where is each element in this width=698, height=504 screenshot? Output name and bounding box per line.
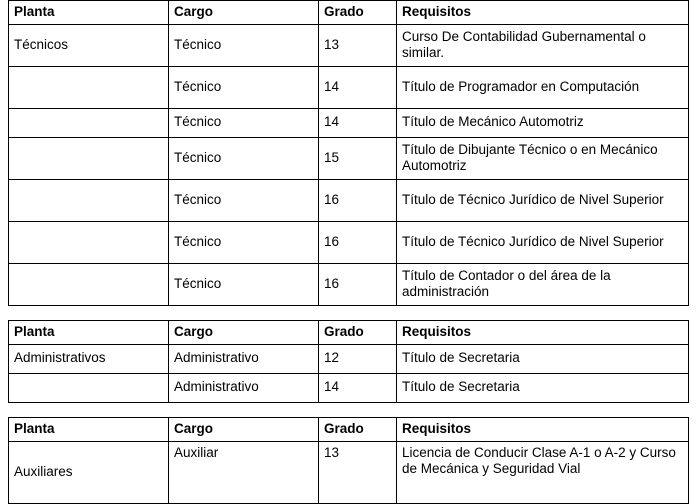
cell-requisitos: Título de Programador en Computación: [397, 66, 689, 108]
column-header-requisitos: Requisitos: [397, 417, 689, 441]
cell-planta: Auxiliares: [9, 441, 169, 503]
table-row: [9, 179, 689, 221]
table-gap-2: [0, 403, 698, 417]
cell-grado: 14: [319, 373, 397, 402]
cell-grado: 12: [319, 344, 397, 373]
cell-cargo: Técnico: [169, 137, 319, 179]
cell-requisitos: Curso De Contabilidad Gubernamental o similar.: [397, 24, 689, 66]
column-header-cargo: Cargo: [169, 417, 319, 441]
cell-grado: 16: [319, 263, 397, 305]
table-gap-1: [0, 306, 698, 320]
table-row: [9, 137, 689, 179]
table-header-row: [9, 320, 689, 344]
cell-planta: [9, 373, 169, 402]
table-row: [9, 344, 689, 373]
table-row: [9, 263, 689, 305]
column-header-requisitos: Requisitos: [397, 320, 689, 344]
cell-requisitos: Título de Mecánico Automotriz: [397, 108, 689, 137]
cell-cargo: Técnico: [169, 24, 319, 66]
cell-cargo: Técnico: [169, 66, 319, 108]
cell-planta: Técnicos: [9, 24, 169, 66]
cell-planta: [9, 137, 169, 179]
table-auxiliares: [8, 417, 689, 504]
cell-planta: [9, 179, 169, 221]
cell-planta: Administrativos: [9, 344, 169, 373]
cell-planta: [9, 108, 169, 137]
cell-planta: [9, 263, 169, 305]
column-header-planta: Planta: [9, 320, 169, 344]
table-row: [9, 221, 689, 263]
column-header-requisitos: Requisitos: [397, 1, 689, 25]
table-row: [9, 373, 689, 402]
table-row: [9, 108, 689, 137]
cell-planta: [9, 66, 169, 108]
column-header-cargo: Cargo: [169, 320, 319, 344]
cell-requisitos: Licencia de Conducir Clase A-1 o A-2 y Curso de Mecánica y Seguridad Vial: [397, 441, 689, 503]
table-administrativos: [8, 320, 689, 403]
cell-cargo: Administrativo: [169, 344, 319, 373]
cell-cargo: Técnico: [169, 108, 319, 137]
cell-requisitos: Título de Secretaria: [397, 344, 689, 373]
cell-requisitos: Título de Dibujante Técnico o en Mecánico Automotriz: [397, 137, 689, 179]
cell-grado: 13: [319, 441, 397, 503]
cell-requisitos: Título de Técnico Jurídico de Nivel Superior: [397, 221, 689, 263]
cell-cargo: Técnico: [169, 263, 319, 305]
cell-requisitos: Título de Secretaria: [397, 373, 689, 402]
table-row: [9, 66, 689, 108]
column-header-planta: Planta: [9, 417, 169, 441]
table-row: [9, 441, 689, 503]
column-header-cargo: Cargo: [169, 1, 319, 25]
cell-requisitos: Título de Técnico Jurídico de Nivel Superior: [397, 179, 689, 221]
cell-grado: 16: [319, 221, 397, 263]
cell-grado: 14: [319, 66, 397, 108]
cell-cargo: Administrativo: [169, 373, 319, 402]
column-header-grado: Grado: [319, 1, 397, 25]
column-header-grado: Grado: [319, 417, 397, 441]
cell-cargo: Técnico: [169, 179, 319, 221]
cell-grado: 15: [319, 137, 397, 179]
cell-requisitos: Título de Contador o del área de la administración: [397, 263, 689, 305]
cell-grado: 13: [319, 24, 397, 66]
table-row: [9, 24, 689, 66]
column-header-planta: Planta: [9, 1, 169, 25]
cell-cargo: Técnico: [169, 221, 319, 263]
column-header-grado: Grado: [319, 320, 397, 344]
cell-planta: [9, 221, 169, 263]
table-header-row: [9, 417, 689, 441]
cell-cargo: Auxiliar: [169, 441, 319, 503]
cell-grado: 16: [319, 179, 397, 221]
table-header-row: [9, 1, 689, 25]
cell-grado: 14: [319, 108, 397, 137]
table-tecnicos: [8, 0, 689, 306]
